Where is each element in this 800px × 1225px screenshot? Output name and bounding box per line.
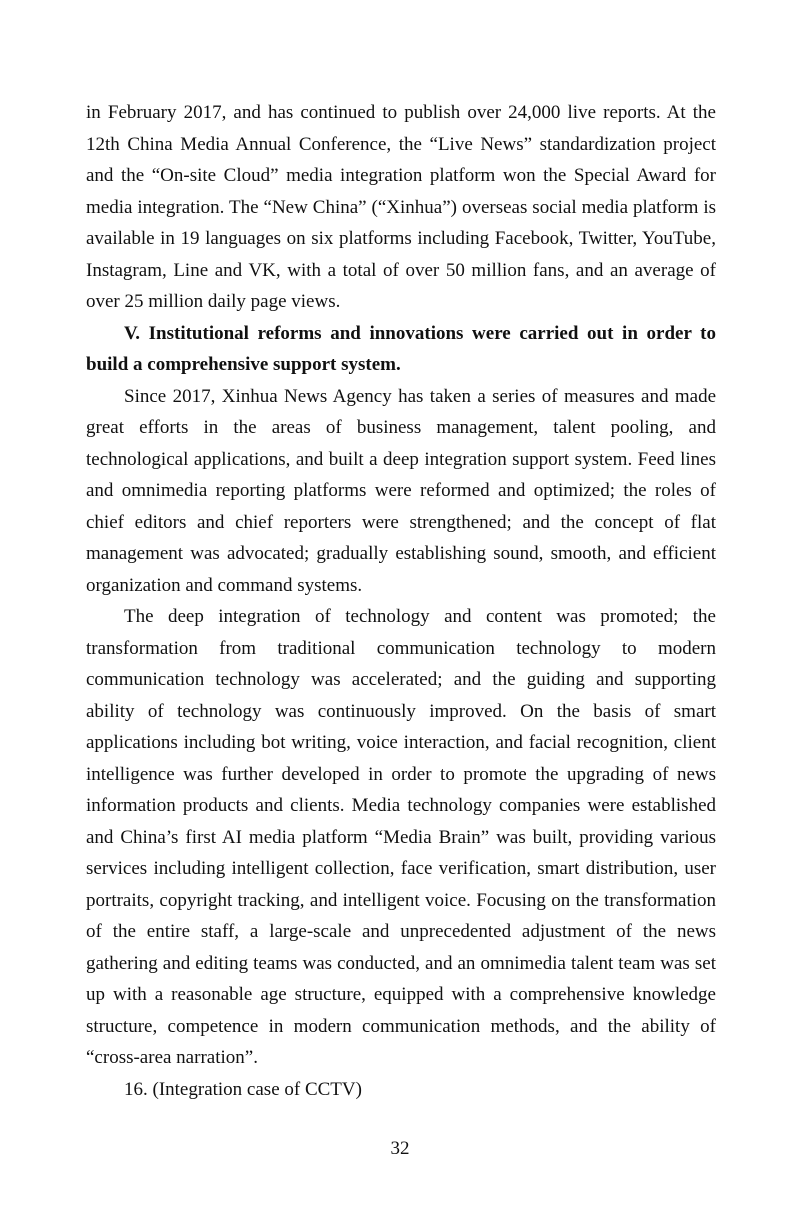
section-heading: V. Institutional reforms and innovations were carried out in order to build a comprehensive support system.: [86, 322, 716, 375]
body-paragraph: in February 2017, and has continued to publish over 24,000 live reports. At the 12th China Media Annual Conference, the “Live News” standardization project and the “On-site Cloud” media integration platform won the Special Award for media integration. The “New China” (“Xinhua”) overseas social media platform is available in 19 languages on six platforms including Facebook, Twitter, YouTube, Instagram, Line and VK, with a total of over 50 million fans, and an average of over 25 million daily page views.: [86, 102, 716, 312]
body-paragraph: Since 2017, Xinhua News Agency has taken a series of measures and made great efforts in the areas of business management, talent pooling, and technological applications, and built a deep integration support system. Feed lines and omnimedia reporting platforms were reformed and optimized; the roles of chief editors and chief reporters were strengthened; and the concept of flat management was advocated; gradually establishing sound, smooth, and efficient organization and command systems.: [86, 385, 716, 596]
case-heading: 16. (Integration case of CCTV): [124, 1078, 362, 1100]
document-body: [86, 97, 716, 1105]
page-number: 32: [390, 1138, 410, 1159]
body-paragraph: The deep integration of technology and content was promoted; the transformation from traditional communication technology to modern communication technology was accelerated; and the guiding and supporting ability of technology was continuously improved. On the basis of smart applications including bot writing, voice interaction, and facial recognition, client intelligence was further developed in order to promote the upgrading of news information products and clients. Media technology companies were established and China’s first AI media platform “Media Brain” was built, providing various services including intelligent collection, face verification, smart distribution, user portraits, copyright tracking, and intelligent voice. Focusing on the transformation of the entire staff, a large-scale and unprecedented adjustment of the news gathering and editing teams was conducted, and an omnimedia talent team was set up with a reasonable age structure, equipped with a comprehensive knowledge structure, competence in modern communication methods, and the ability of “cross-area narration”.: [86, 606, 716, 1068]
